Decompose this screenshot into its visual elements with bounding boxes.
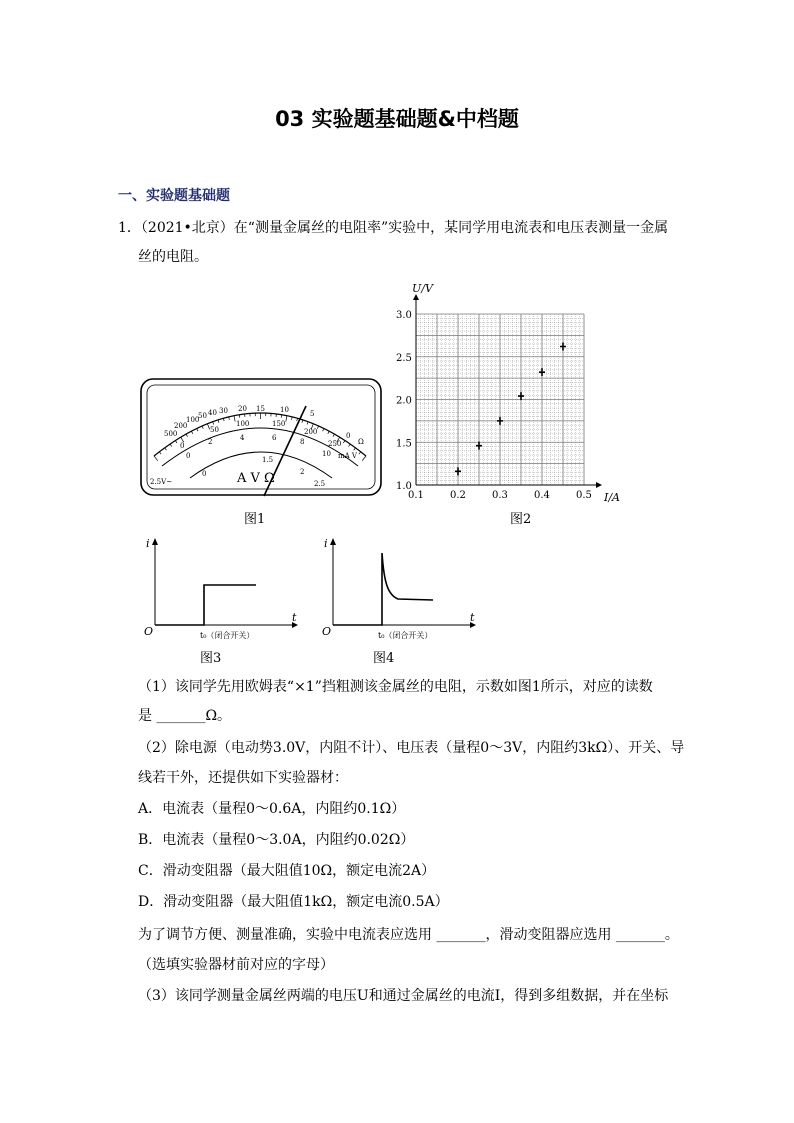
fig1-tick: [197, 428, 198, 431]
fig3-curve: [155, 585, 256, 625]
fig2-x-tick-label: 0.5: [576, 490, 592, 501]
fig1-label: 1.5: [262, 456, 274, 464]
fig1-label: 15: [256, 405, 265, 413]
fig1-tick: [359, 452, 361, 454]
fig2-y-tick-label: 2.0: [396, 395, 412, 407]
fig3-y-arrow: [152, 538, 158, 545]
fig2-x-tick-label: 0.1: [408, 490, 424, 501]
fig1-tick: [323, 428, 324, 431]
fig1-label: 6: [272, 434, 277, 442]
fig1-label: 50: [210, 426, 219, 434]
fig1-tick: [159, 452, 161, 454]
page-title: 03 实验题基础题&中档题: [275, 107, 519, 131]
fig1-label: 0: [346, 432, 351, 440]
fig1-label-25v: 2.5V~: [150, 478, 173, 486]
fig3-t0-label: t₀（闭合开关）: [200, 631, 255, 640]
question-line-1: 1．（2021•北京）在“测量金属丝的电阻率”实验中，某同学用电流表和电压表测量一金属: [118, 220, 669, 236]
fig2-data-point: [497, 417, 503, 425]
fig1-label: 30: [219, 407, 228, 415]
option-b: B．电流表（量程0～3.0A，内阻约0.02Ω）: [138, 832, 415, 848]
fig2-y-tick-label: 1.0: [396, 481, 412, 492]
fig2-y-tick-label: 3.0: [396, 310, 412, 321]
fig1-tick: [354, 448, 356, 450]
fig1-label: 2.5: [314, 480, 326, 488]
fig1-caption: 图1: [244, 512, 266, 527]
part3-line-1: （3）该同学测量金属丝两端的电压U和通过金属丝的电流I，得到多组数据，并在坐标: [138, 988, 669, 1004]
fig4-ylabel: i: [324, 537, 328, 550]
fig2-y-tick-label: 2.5: [396, 352, 412, 364]
fig2-caption: 图2: [510, 512, 532, 527]
figure-2-chart: [388, 278, 628, 504]
fig2-grid: [416, 314, 584, 485]
fig1-tick: [349, 444, 351, 446]
fig1-label: 40: [208, 409, 217, 417]
fig4-caption: 图4: [373, 651, 395, 666]
fig1-label: 150: [272, 420, 286, 428]
fig1-tick: [218, 420, 219, 423]
part1-line-1: （1）该同学先用欧姆表“×1”挡粗测该金属丝的电阻，示数如图1所示，对应的读数: [138, 679, 653, 695]
fig2-ylabel: U/V: [412, 282, 433, 295]
fig1-tick: [307, 422, 308, 425]
fig1-tick: [328, 431, 329, 434]
fig4-xlabel: t: [470, 611, 475, 624]
part2-line-3: 为了调节方便、测量准确，实验中电流表应选用 _______，滑动变阻器应选用 _______。: [138, 927, 679, 943]
fig1-label: 0: [180, 442, 185, 450]
fig1-label: 10: [280, 406, 289, 414]
fig4-curve: [333, 553, 433, 625]
fig1-label: 20: [238, 405, 247, 413]
fig1-label: 2: [208, 438, 213, 446]
fig2-x-tick-label: 0.3: [492, 490, 508, 501]
fig1-label: 250: [328, 440, 342, 448]
fig1-label: 8: [300, 438, 305, 446]
fig1-tick: [302, 420, 303, 423]
fig1-tick: [175, 441, 177, 444]
fig1-tick: [186, 434, 187, 437]
question-line-2: 丝的电阻。: [138, 249, 208, 265]
fig1-tick: [317, 426, 318, 429]
option-c: C．滑动变阻器（最大阻值10Ω，额定电流2A）: [138, 863, 436, 879]
part2-line-2: 线若干外，还提供如下实验器材：: [138, 770, 348, 786]
fig1-label: 50: [198, 412, 207, 420]
fig1-tick: [170, 444, 172, 446]
fig1-label: 200: [174, 422, 188, 430]
fig1-label: 10: [322, 450, 331, 458]
fig1-label: 4: [240, 434, 245, 442]
fig2-x-tick-label: 0.2: [450, 490, 466, 501]
fig1-label: 2: [300, 468, 305, 476]
fig3-xlabel: t: [292, 611, 297, 624]
fig2-data-point: [455, 467, 461, 475]
fig1-tick: [333, 434, 334, 437]
fig2-y-tick-label: 1.5: [396, 438, 412, 450]
fig2-points: [455, 342, 566, 475]
fig1-tick: [165, 448, 167, 450]
fig1-label: 5: [310, 410, 315, 418]
fig1-label: 500: [164, 430, 178, 438]
fig1-tick: [202, 426, 203, 429]
fig1-label: Ω: [358, 438, 364, 446]
fig1-tick: [286, 416, 287, 422]
figure-1-multimeter: [140, 378, 382, 498]
part2-line-4: （选填实验器材前对应的字母）: [138, 957, 334, 973]
fig3-origin: O: [144, 625, 154, 638]
fig1-tick: [154, 456, 158, 461]
section-heading: 一、实验题基础题: [118, 188, 230, 204]
fig1-tick: [362, 456, 366, 461]
figure-4-graph: [318, 535, 478, 643]
fig1-face-letters: A V Ω: [237, 471, 275, 486]
fig4-t0-label: t₀（闭合开关）: [378, 631, 433, 640]
part1-line-2: 是 _______Ω。: [138, 708, 232, 724]
fig3-ylabel: i: [146, 537, 150, 550]
figure-3-graph: [140, 535, 300, 643]
fig1-tick: [343, 441, 345, 444]
fig1-tick: [234, 416, 235, 422]
fig2-xlabel: I/A: [604, 491, 620, 504]
fig2-data-point: [476, 442, 482, 450]
fig2-data-point: [560, 342, 566, 350]
fig4-y-arrow: [330, 538, 336, 545]
fig1-label-mA: mA V: [338, 452, 357, 460]
fig4-origin: O: [322, 625, 332, 638]
fig2-data-point: [539, 368, 545, 376]
fig2-x-tick-label: 0.4: [534, 490, 550, 501]
option-a: A．电流表（量程0～0.6A，内阻约0.1Ω）: [138, 801, 406, 817]
option-d: D．滑动变阻器（最大阻值1kΩ，额定电流0.5A）: [138, 894, 449, 910]
fig3-caption: 图3: [200, 651, 222, 666]
fig1-label: 100: [236, 420, 250, 428]
fig1-label: 0: [186, 452, 191, 460]
fig1-label: 100: [186, 416, 200, 424]
part2-line-1: （2）除电源（电动势3.0V，内阻不计）、电压表（量程0～3V，内阻约3kΩ）、开关、导: [138, 740, 685, 756]
fig2-data-point: [518, 392, 524, 400]
fig1-tick: [213, 422, 214, 425]
fig1-label: 200: [304, 428, 318, 436]
fig2-x-arrow: [596, 482, 602, 488]
fig1-tick: [191, 431, 192, 434]
fig1-label: 0: [202, 470, 207, 478]
